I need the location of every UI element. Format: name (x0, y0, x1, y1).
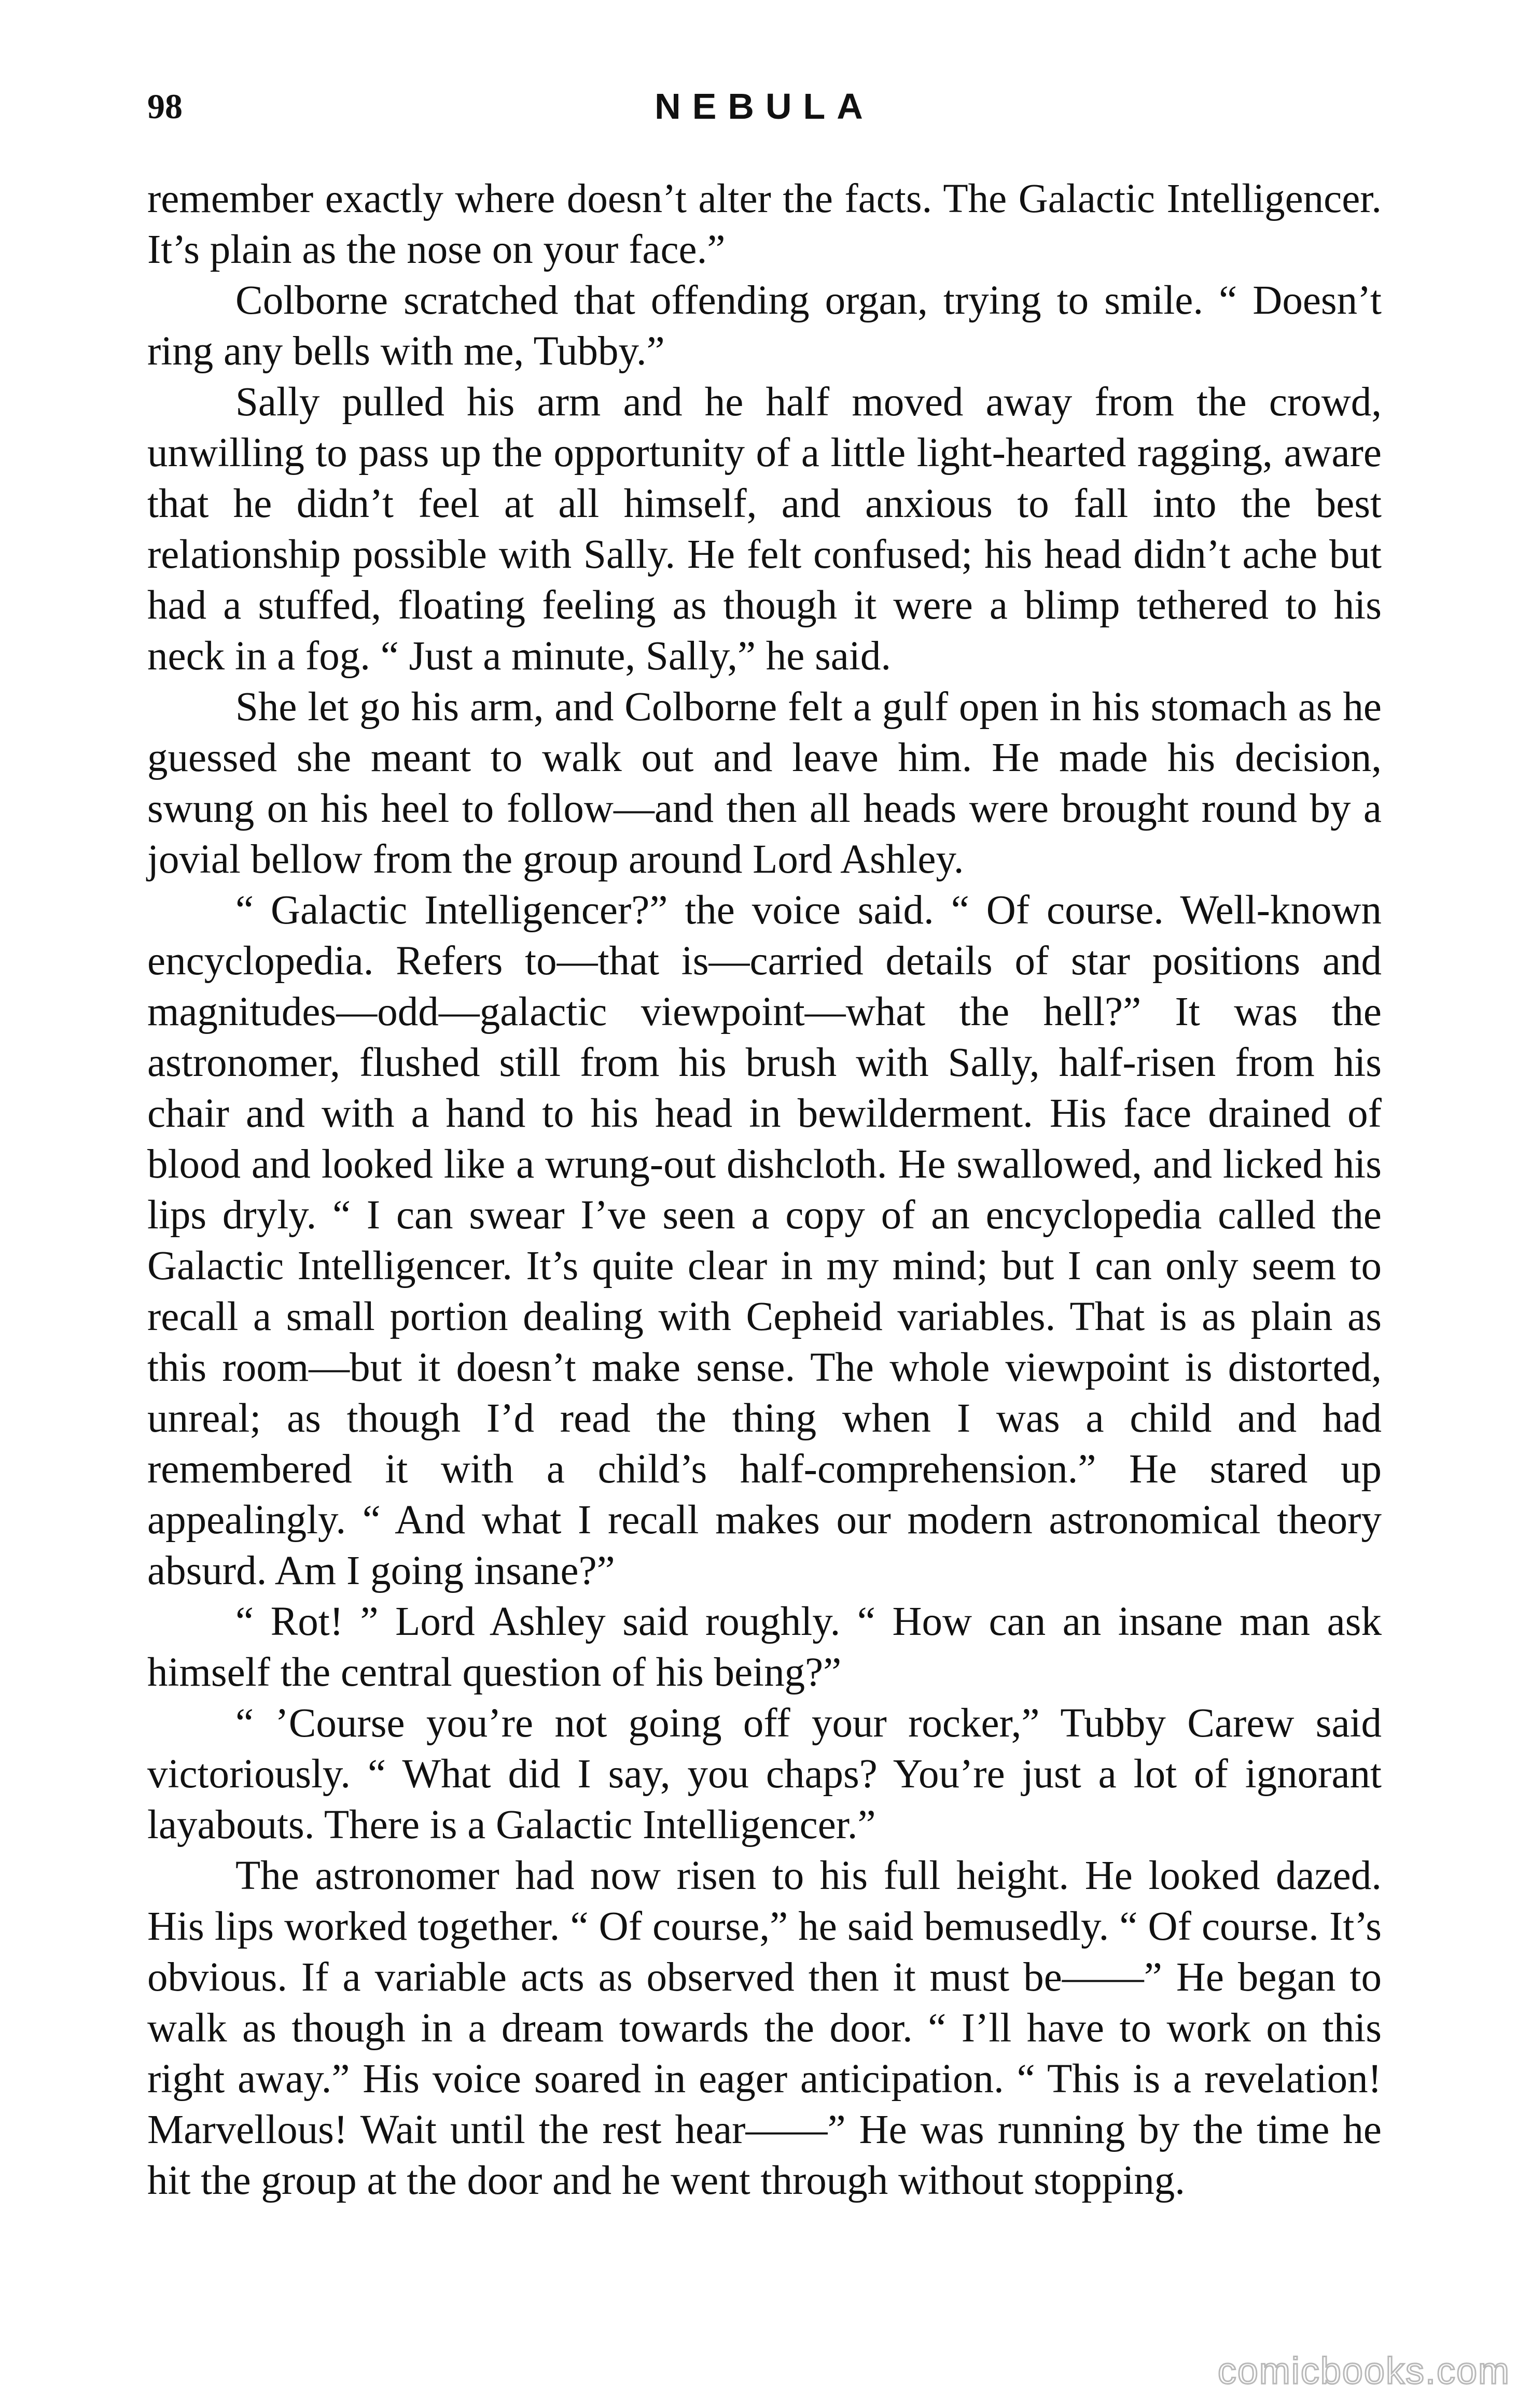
body-text (147, 174, 1382, 2206)
paragraph: Colborne scratched that offending organ, trying to smile. “ Doesn’t ring any bells with me, Tubby.” (147, 278, 1382, 374)
paragraph: Sally pulled his arm and he half moved away from the crowd, unwilling to pass up the opportunity of a little light-hearted ragging, aware that he didn’t feel at all himself, and anxious to fall into the best relationship possible with Sally. He felt confused; his head didn’t ache but had a stuffed, floating feeling as though it were a blimp tethered to his neck in a fog. “ Just a minute, Sally,” he said. (147, 380, 1382, 679)
paragraph: remember exactly where doesn’t alter the facts. The Galactic Intelligencer. It’s plain as the nose on your face.” (147, 176, 1382, 272)
page-number: 98 (147, 87, 183, 126)
paragraph: “ Rot! ” Lord Ashley said roughly. “ How can an insane man ask himself the central question of his being?” (147, 1599, 1382, 1695)
paragraph: “ ’Course you’re not going off your rocker,” Tubby Carew said victoriously. “ What did I say, you chaps? You’re just a lot of ignorant layabouts. There is a Galactic Intelligencer.” (147, 1701, 1382, 1847)
watermark: comicbooks.com (1217, 2350, 1510, 2392)
running-title: NEBULA (655, 86, 874, 127)
paragraph: “ Galactic Intelligencer?” the voice said. “ Of course. Well-known encyclopedia. Refers to—that is—carried details of star positions and magnitudes—odd—galactic viewpoint—what the hell?” It was the astronomer, flushed still from his brush with Sally, half-risen from his chair and with a hand to his head in bewilderment. His face drained of blood and looked like a wrung-out dishcloth. He swallowed, and licked his lips dryly. “ I can swear I’ve seen a copy of an encyclopedia called the Galactic Intelligencer. It’s quite clear in my mind; but I can only seem to recall a small portion dealing with Cepheid variables. That is as plain as this room—but it doesn’t make sense. The whole viewpoint is distorted, unreal; as though I’d read the thing when I was a child and had remembered it with a child’s half-comprehension.” He stared up appealingly. “ And what I recall makes our modern astronomical theory absurd. Am I going insane?” (147, 888, 1382, 1593)
paragraph: The astronomer had now risen to his full height. He looked dazed. His lips worked together. “ Of course,” he said bemusedly. “ Of course. It’s obvious. If a variable acts as observed then it must be——” He began to walk as though in a dream towards the door. “ I’ll have to work on this right away.” His voice soared in eager anticipation. “ This is a revelation! Marvellous! Wait until the rest hear——” He was running by the time he hit the group at the door and he went through without stopping. (147, 1853, 1382, 2203)
page-header (147, 78, 1382, 135)
paragraph: She let go his arm, and Colborne felt a gulf open in his stomach as he guessed she meant to walk out and leave him. He made his decision, swung on his heel to follow—and then all heads were brought round by a jovial bellow from the group around Lord Ashley. (147, 684, 1382, 882)
